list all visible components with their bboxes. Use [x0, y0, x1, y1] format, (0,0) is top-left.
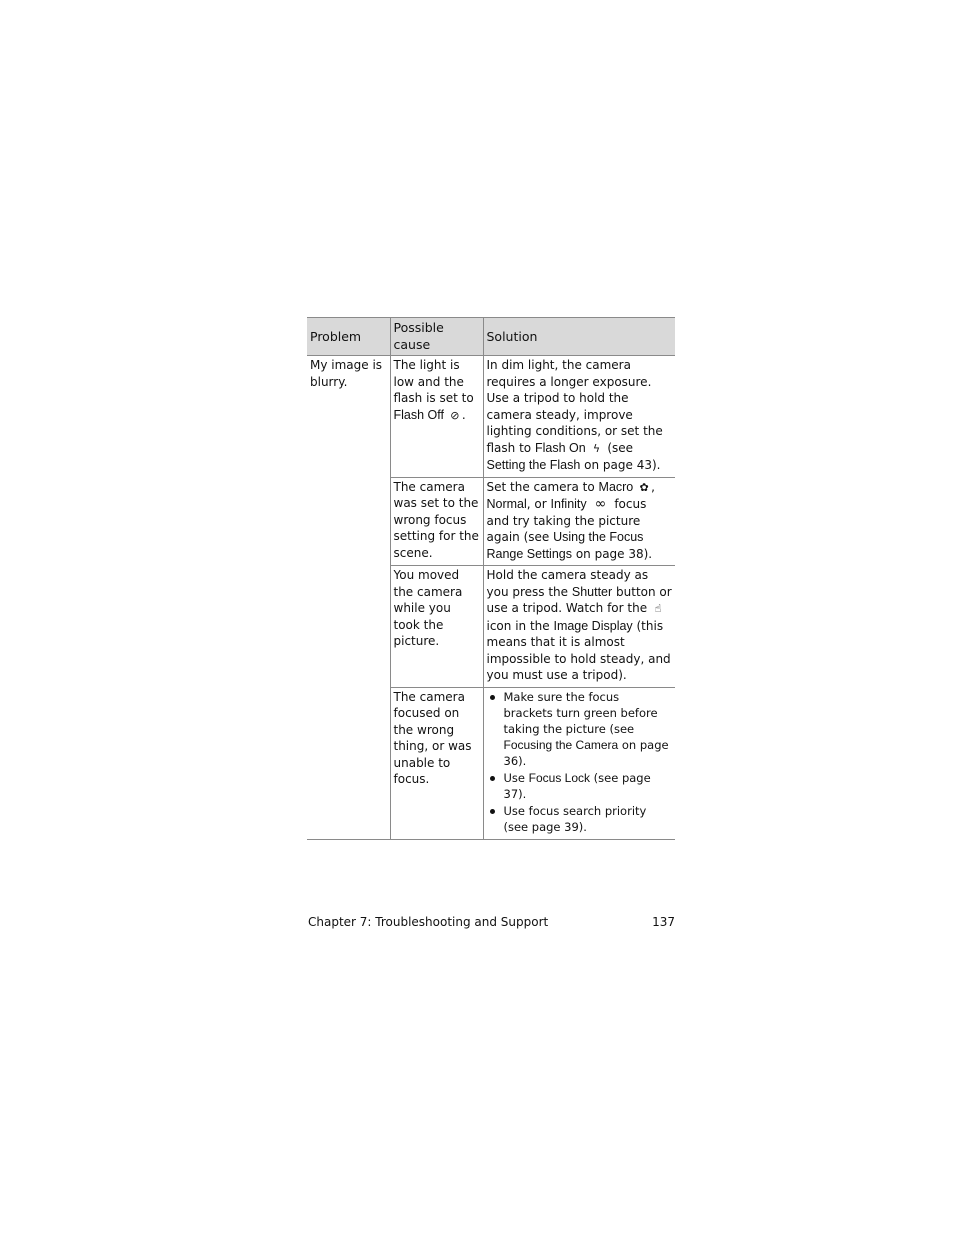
flash-on-label: Flash On	[534, 440, 586, 455]
focus-lock-label: Focus Lock	[528, 770, 590, 785]
header-possible-cause: Possible cause	[390, 318, 483, 356]
cause-end: .	[461, 407, 466, 422]
troubleshooting-table	[307, 317, 675, 840]
image-display-label: Image Display	[553, 618, 633, 633]
problem-cell: My image is blurry.	[307, 356, 390, 840]
focus-range-settings-link: Using the Focus Range Settings	[486, 530, 644, 561]
solution-text: Set the camera to	[486, 479, 595, 494]
solution-cell	[483, 687, 675, 839]
page-number: 137	[652, 915, 675, 929]
solution-text: (this means that it is almost impossible to hold steady, and you must use a tripod).	[486, 618, 671, 682]
bullet-text: Make sure the focus brackets turn green before taking the picture (see	[503, 689, 658, 736]
cause-cell: You moved the camera while you took the picture.	[390, 566, 483, 688]
solution-text: focus and try taking the picture again (see	[486, 497, 647, 544]
solution-text: , or	[526, 497, 547, 511]
header-problem: Problem	[307, 318, 390, 356]
solution-text: icon in the	[486, 618, 550, 633]
page-footer	[308, 915, 675, 929]
solution-text: Hold the camera steady as you press the	[486, 568, 649, 599]
infinity-icon: ∞	[594, 496, 607, 512]
solution-cell	[483, 477, 675, 566]
bullet-text: Use focus search priority (see page 39).	[503, 803, 647, 834]
list-item	[487, 803, 673, 835]
header-solution: Solution	[483, 318, 675, 356]
cause-text: The light is low and the flash is set to	[393, 358, 474, 405]
cause-cell: The camera focused on the wrong thing, or was unable to focus.	[390, 687, 483, 839]
normal-label: Normal	[486, 497, 527, 511]
solution-bullet-list	[487, 689, 673, 835]
flash-off-icon: ⊘	[450, 408, 460, 422]
list-item	[487, 770, 673, 802]
solution-text: ,	[651, 479, 655, 494]
cause-cell: The camera was set to the wrong focus setting for the scene.	[390, 477, 483, 566]
bullet-text: (see page 37).	[503, 770, 651, 801]
flash-on-icon: ϟ	[592, 441, 601, 455]
flash-off-label: Flash Off	[393, 407, 444, 422]
solution-cell	[483, 566, 675, 688]
solution-text: on page 38).	[575, 546, 653, 561]
solution-text: (see	[607, 440, 634, 455]
camera-shake-icon: ☝	[654, 602, 662, 615]
shutter-label: Shutter	[571, 584, 613, 599]
table-header-row	[307, 318, 675, 356]
footer-chapter: Chapter 7: Troubleshooting and Support	[308, 915, 549, 929]
bullet-text: Use	[503, 770, 525, 785]
focusing-the-camera-link: Focusing the Camera	[503, 737, 619, 752]
solution-text: In dim light, the camera requires a longer exposure. Use a tripod to hold the camera steady, improve lighting conditions, or set the flash to	[486, 358, 663, 455]
setting-the-flash-link: Setting the Flash	[486, 458, 581, 472]
bullet-text: on page 36).	[503, 737, 669, 768]
solution-text: button or use a tripod. Watch for the	[486, 584, 672, 615]
macro-icon: ✿	[639, 480, 649, 494]
macro-label: Macro	[598, 479, 634, 494]
cause-cell	[390, 356, 483, 478]
solution-cell	[483, 356, 675, 478]
infinity-label: Infinity	[550, 497, 587, 511]
solution-text: on page 43).	[584, 458, 661, 472]
list-item	[487, 689, 673, 769]
table-row	[307, 356, 675, 478]
